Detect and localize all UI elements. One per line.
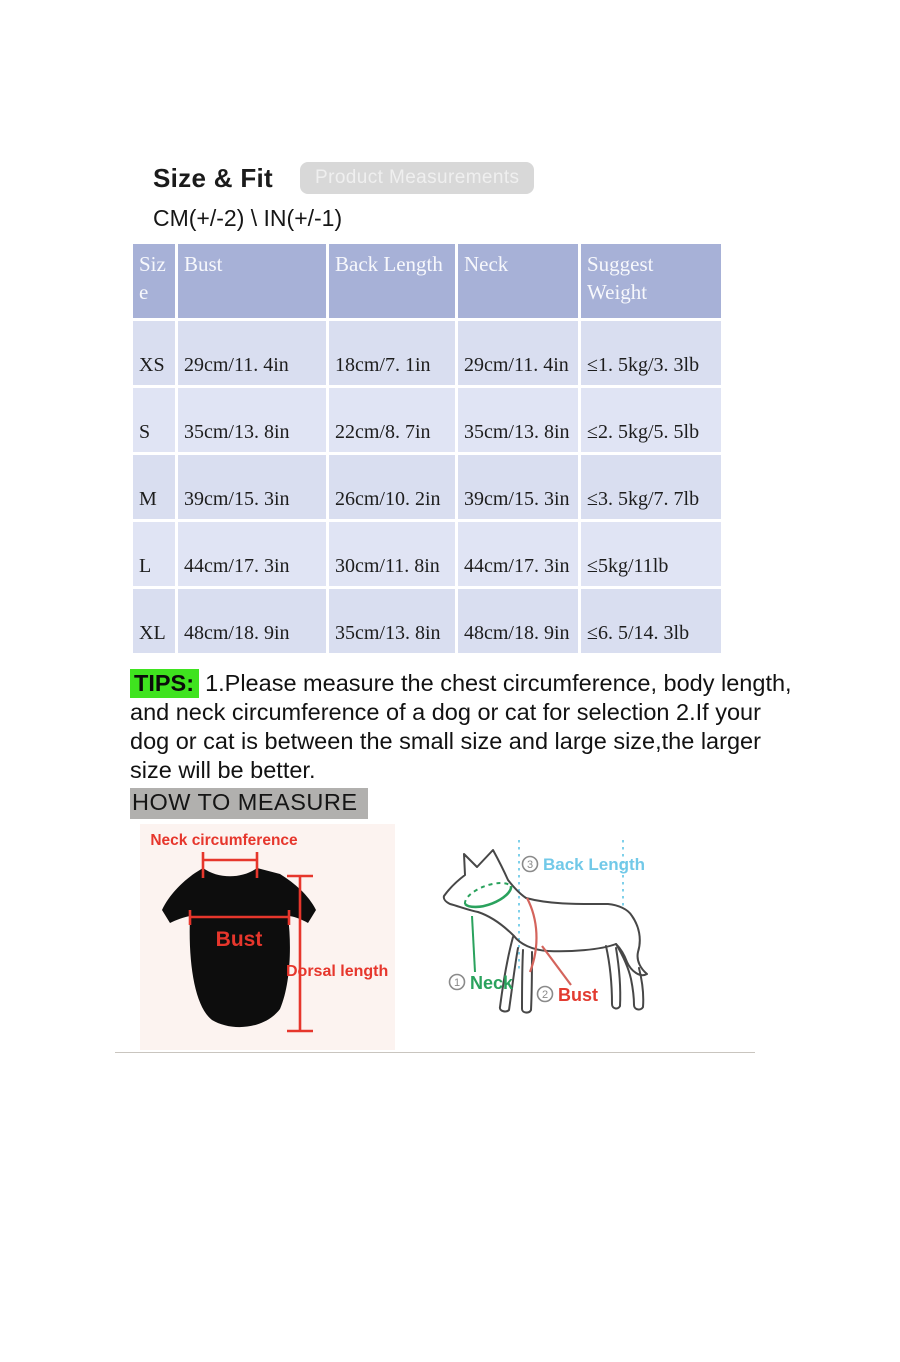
bust-band-lines (527, 898, 571, 985)
shirt-dorsal-label: Dorsal length (286, 963, 389, 980)
size-fit-header (153, 162, 900, 194)
product-measurements-badge[interactable]: Product Measurements (300, 162, 534, 194)
bust-number: 2 (541, 989, 549, 1001)
cell-bust: 39cm/15. 3in (178, 455, 326, 519)
page-title: Size & Fit (153, 162, 274, 193)
cell-size: S (133, 388, 175, 452)
dog-back-length-label (523, 855, 646, 874)
cell-size: XS (133, 321, 175, 385)
bust-text: Bust (558, 985, 598, 1005)
tips-text: 1.Please measure the chest circumference, body length, and neck circumference of a dog or cat for selection 2.If your dog or cat is between the small size and large size,the larger size will be better. (130, 670, 792, 783)
cell-bust: 29cm/11. 4in (178, 321, 326, 385)
bottom-divider (115, 1052, 755, 1053)
dog-neck-label (450, 973, 515, 993)
shirt-measure-diagram (140, 824, 395, 1050)
table-row-l (133, 522, 721, 586)
cell-neck: 39cm/15. 3in (458, 455, 578, 519)
how-to-measure-title: HOW TO MEASURE (130, 788, 368, 819)
neck-number: 1 (453, 977, 461, 989)
unit-tolerance-note: CM(+/-2) \ IN(+/-1) (153, 205, 343, 231)
cell-weight: ≤6. 5/14. 3lb (581, 589, 721, 653)
cell-back-length: 26cm/10. 2in (329, 455, 455, 519)
dog-measure-diagram (420, 824, 705, 1054)
tips-label: TIPS: (130, 669, 199, 698)
cell-size: M (133, 455, 175, 519)
tips-paragraph (130, 669, 798, 785)
shirt-neck-label: Neck circumference (150, 832, 298, 849)
cell-back-length: 18cm/7. 1in (329, 321, 455, 385)
back-length-text: Back Length (543, 855, 646, 874)
cell-back-length: 35cm/13. 8in (329, 589, 455, 653)
how-to-measure-heading (130, 788, 900, 819)
table-header-row (133, 244, 721, 318)
col-header-neck: Neck (458, 244, 578, 318)
cell-bust: 35cm/13. 8in (178, 388, 326, 452)
col-header-back-length: Back Length (329, 244, 455, 318)
cell-weight: ≤3. 5kg/7. 7lb (581, 455, 721, 519)
table-row-m (133, 455, 721, 519)
cell-size: L (133, 522, 175, 586)
size-table (130, 241, 724, 656)
back-length-number: 3 (526, 859, 534, 871)
col-header-bust: Bust (178, 244, 326, 318)
dog-bust-label (538, 985, 599, 1005)
table-row-xl (133, 589, 721, 653)
cell-neck: 44cm/17. 3in (458, 522, 578, 586)
table-row-s (133, 388, 721, 452)
table-row-xs (133, 321, 721, 385)
cell-neck: 48cm/18. 9in (458, 589, 578, 653)
cell-back-length: 30cm/11. 8in (329, 522, 455, 586)
cell-weight: ≤2. 5kg/5. 5lb (581, 388, 721, 452)
cell-bust: 44cm/17. 3in (178, 522, 326, 586)
cell-bust: 48cm/18. 9in (178, 589, 326, 653)
measure-diagrams (0, 824, 900, 1054)
cell-weight: ≤5kg/11lb (581, 522, 721, 586)
neck-text: Neck (470, 973, 514, 993)
cell-size: XL (133, 589, 175, 653)
cell-back-length: 22cm/8. 7in (329, 388, 455, 452)
cell-weight: ≤1. 5kg/3. 3lb (581, 321, 721, 385)
col-header-size: Size (133, 244, 175, 318)
col-header-suggest-weight: Suggest Weight (581, 244, 721, 318)
cell-neck: 29cm/11. 4in (458, 321, 578, 385)
shirt-bust-label: Bust (215, 928, 263, 951)
cell-neck: 35cm/13. 8in (458, 388, 578, 452)
